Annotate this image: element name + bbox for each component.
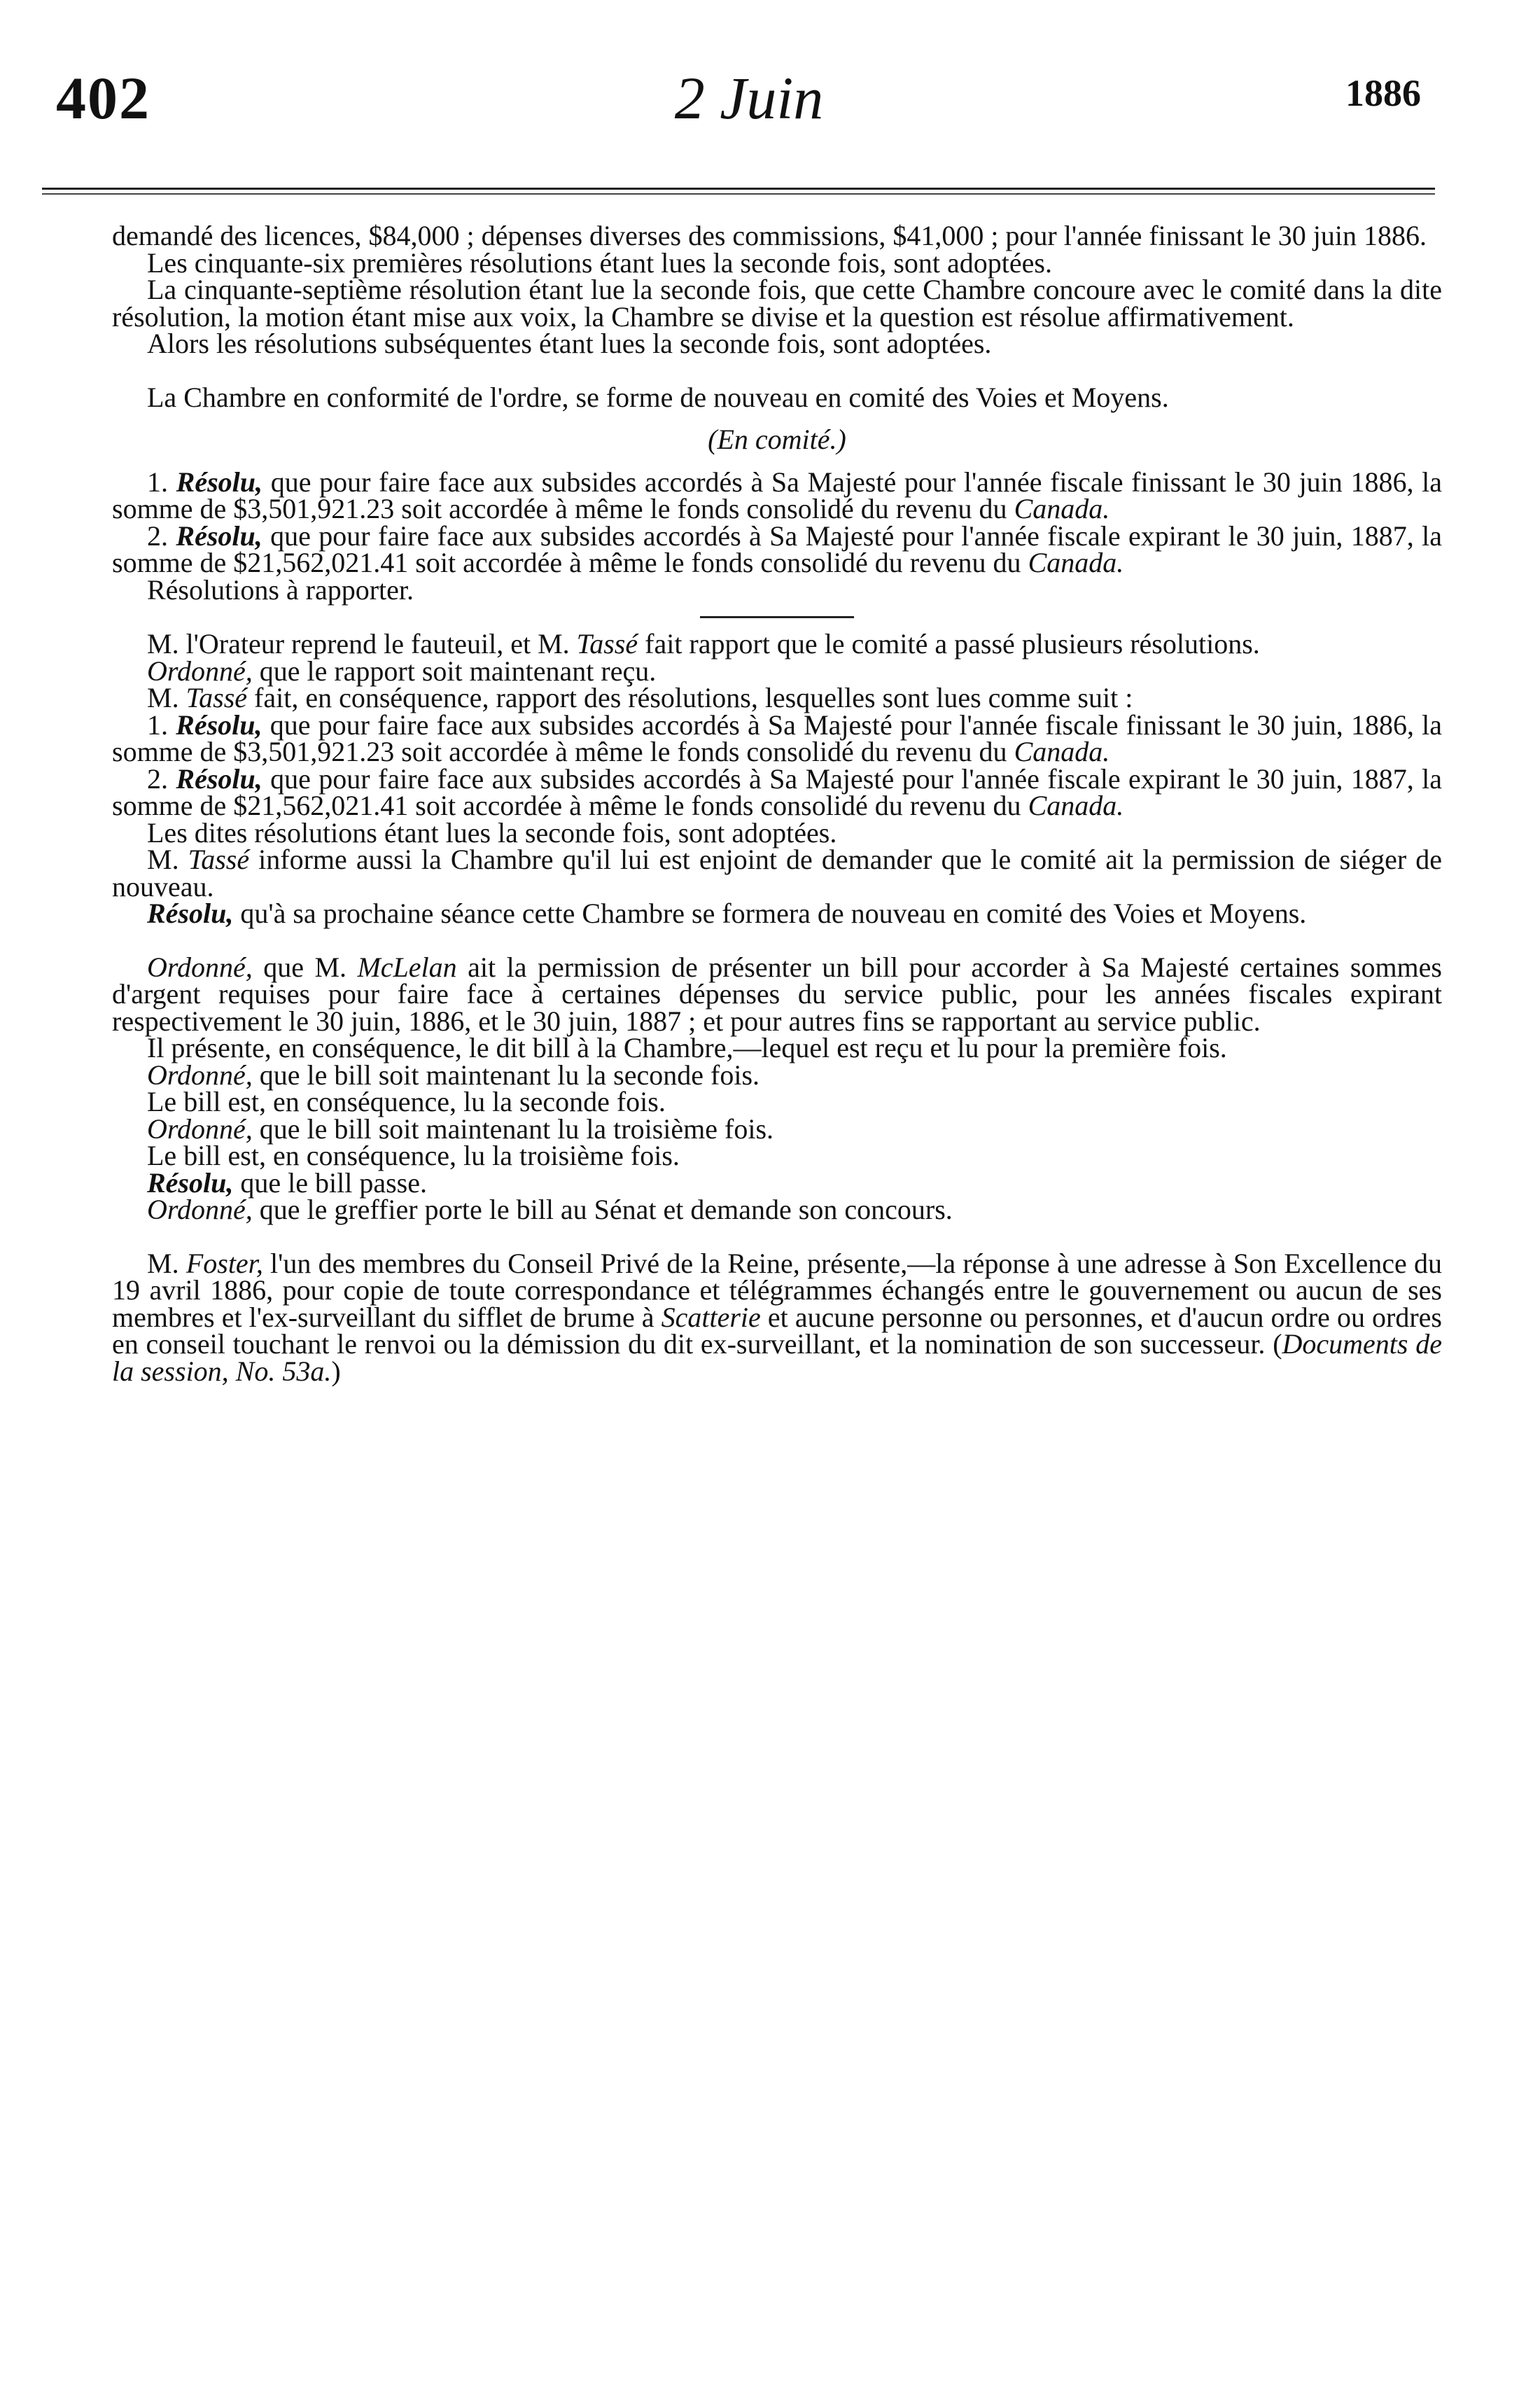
paragraph: Ordonné, que le rapport soit maintenant reçu.: [147, 655, 657, 687]
section-separator: [700, 616, 854, 618]
paragraph: [112, 274, 1442, 333]
resolution-lead: Résolu,: [147, 898, 234, 929]
paragraph: Résolu, que le bill passe.: [147, 1166, 427, 1199]
emphasis-canada: Canada.: [1014, 736, 1110, 767]
paragraph-text: Alors les résolutions subséquentes étant lues la seconde fois, sont adoptées.: [147, 328, 992, 359]
section-heading: (En comité.): [708, 424, 846, 455]
resolution-paragraph: 2. Résolu, que pour faire face aux subsides accordés à Sa Majesté pour l'année fiscale expirant le 30 juin, 1887, la somme de $21,562,021.41 soit accordée à même le fonds consolidé du revenu du Canada.: [112, 762, 1443, 821]
order-lead: Ordonné,: [147, 655, 253, 687]
emphasis-canada: Canada.: [1028, 547, 1124, 578]
resolution-lead: Résolu,: [176, 762, 262, 795]
paragraph-text: que pour faire face aux subsides accordés à Sa Majesté pour l'année fiscale expirant le 30 juin, 1887, la somme de $21,562,021.41 soit accordée à même le fonds consolidé du revenu du: [112, 519, 1443, 578]
paragraph: [112, 220, 1442, 251]
resolution-lead: Résolu,: [147, 1166, 234, 1199]
resolution-paragraph: [112, 519, 1443, 578]
emphasis-canada: Canada.: [1014, 493, 1110, 524]
paragraph-text: La cinquante-septième résolution étant lue la seconde fois, que cette Chambre concoure avec le comité dans la dite résolution, la motion étant mise aux voix, la Chambre se divise et la question est résolue affirmativement.: [112, 274, 1442, 333]
paragraph: Le bill est, en conséquence, lu la seconde fois.: [147, 1086, 666, 1117]
spacer: [112, 928, 1442, 954]
member-name: Tassé: [188, 844, 250, 875]
resolution-lead: Résolu,: [176, 709, 262, 741]
paragraph: Le bill est, en conséquence, lu la troisième fois.: [147, 1140, 680, 1171]
emphasis-canada: Canada.: [1028, 790, 1124, 821]
member-name: Tassé: [576, 628, 638, 660]
paragraph: Ordonné, que M. McLelan ait la permission de présenter un bill pour accorder à Sa Majesté certaines sommes d'argent requises pour faire face à certaines dépenses du service public, pour les années fiscales expirant respectivement le 30 juin, 1886, et le 30 juin, 1887 ; et pour autres fins se rapportant au service public.: [112, 951, 1442, 1037]
resolution-paragraph: 1. Résolu, que pour faire face aux subsides accordés à Sa Majesté pour l'année fiscale finissant le 30 juin, 1886, la somme de $3,501,921.23 soit accordée à même le fonds consolidé du revenu du Canada.: [112, 709, 1442, 767]
paragraph-text: que pour faire face aux subsides accordés à Sa Majesté pour l'année fiscale finissant le 30 juin 1886, la somme de $3,501,921.23 soit accordée à même le fonds consolidé du revenu du: [112, 466, 1442, 524]
paragraph-text: La Chambre en conformité de l'ordre, se forme de nouveau en comité des Voies et Moyens.: [147, 381, 1169, 413]
page-date: 2 Juin: [674, 64, 824, 132]
page-number: 402: [56, 64, 150, 132]
paragraph: [112, 381, 1442, 413]
paragraph: [112, 246, 1442, 279]
spacer: [112, 1224, 1442, 1250]
paragraph: Les dites résolutions étant lues la seconde fois, sont adoptées.: [147, 816, 837, 849]
resolution-number: 1.: [147, 466, 168, 498]
order-lead: Ordonné,: [147, 1194, 253, 1225]
paragraph: Ordonné, que le greffier porte le bill au Sénat et demande son concours.: [147, 1194, 953, 1225]
resolution-number: 2.: [147, 762, 168, 795]
paragraph-text: Résolutions à rapporter.: [147, 573, 414, 606]
paragraph-text: demandé des licences, $84,000 ; dépenses diverses des commissions, $41,000 ; pour l'année finissant le 30 juin 1886.: [112, 220, 1427, 251]
resolution-lead: Résolu,: [176, 466, 263, 498]
document-reference: Documents de la session, No. 53a.: [112, 1328, 1442, 1387]
paragraph: [112, 330, 1442, 358]
paragraph: [112, 573, 1442, 606]
resolution-number: 1.: [147, 709, 168, 741]
paragraph: M. Tassé informe aussi la Chambre qu'il lui est enjoint de demander que le comité ait la permission de siéger de nouveau.: [112, 844, 1442, 902]
paragraph: M. Foster, l'un des membres du Conseil Privé de la Reine, présente,—la réponse à une adresse à Son Excellence du 19 avril 1886, pour copie de toute correspondance et télégrammes échangés entre le gouvernement ou aucun de ses membres et l'ex-surveillant du sifflet de brume à Scatterie et aucune personne ou personnes, et d'aucun ordre ou ordres en conseil touchant le renvoi ou la démission du dit ex-surveillant, et la nomination de son successeur. (Documents de la session, No. 53a.): [112, 1247, 1442, 1387]
paragraph: Résolu, qu'à sa prochaine séance cette Chambre se formera de nouveau en comité des Voies et Moyens.: [147, 898, 1307, 929]
resolution-lead: Résolu,: [176, 519, 262, 552]
member-name: Tassé: [186, 682, 248, 713]
spacer: [112, 358, 1442, 384]
page-year: 1886: [1345, 72, 1421, 114]
paragraph: M. l'Orateur reprend le fauteuil, et M. Tassé fait rapport que le comité a passé plusieurs résolutions.: [147, 628, 1260, 660]
place-name: Scatterie: [661, 1301, 761, 1333]
paragraph: Ordonné, que le bill soit maintenant lu la seconde fois.: [147, 1059, 760, 1091]
member-name: Foster,: [186, 1247, 263, 1279]
header-rule: [42, 188, 1435, 190]
order-lead: Ordonné,: [147, 1112, 253, 1145]
page-body: [112, 220, 1443, 1387]
resolution-paragraph: [112, 466, 1442, 524]
paragraph-text: Les cinquante-six premières résolutions étant lues la seconde fois, sont adoptées.: [147, 246, 1052, 279]
paragraph: M. Tassé fait, en conséquence, rapport des résolutions, lesquelles sont lues comme suit :: [147, 682, 1133, 713]
member-name: McLelan: [357, 951, 457, 983]
paragraph: Ordonné, que le bill soit maintenant lu la troisième fois.: [147, 1112, 774, 1145]
paragraph: Il présente, en conséquence, le dit bill à la Chambre,—lequel est reçu et lu pour la première fois.: [147, 1032, 1227, 1063]
resolution-number: 2.: [147, 519, 168, 552]
order-lead: Ordonné,: [147, 951, 253, 983]
order-lead: Ordonné,: [147, 1059, 253, 1091]
page-header: [56, 63, 1442, 147]
header-rule-secondary: [42, 193, 1435, 195]
